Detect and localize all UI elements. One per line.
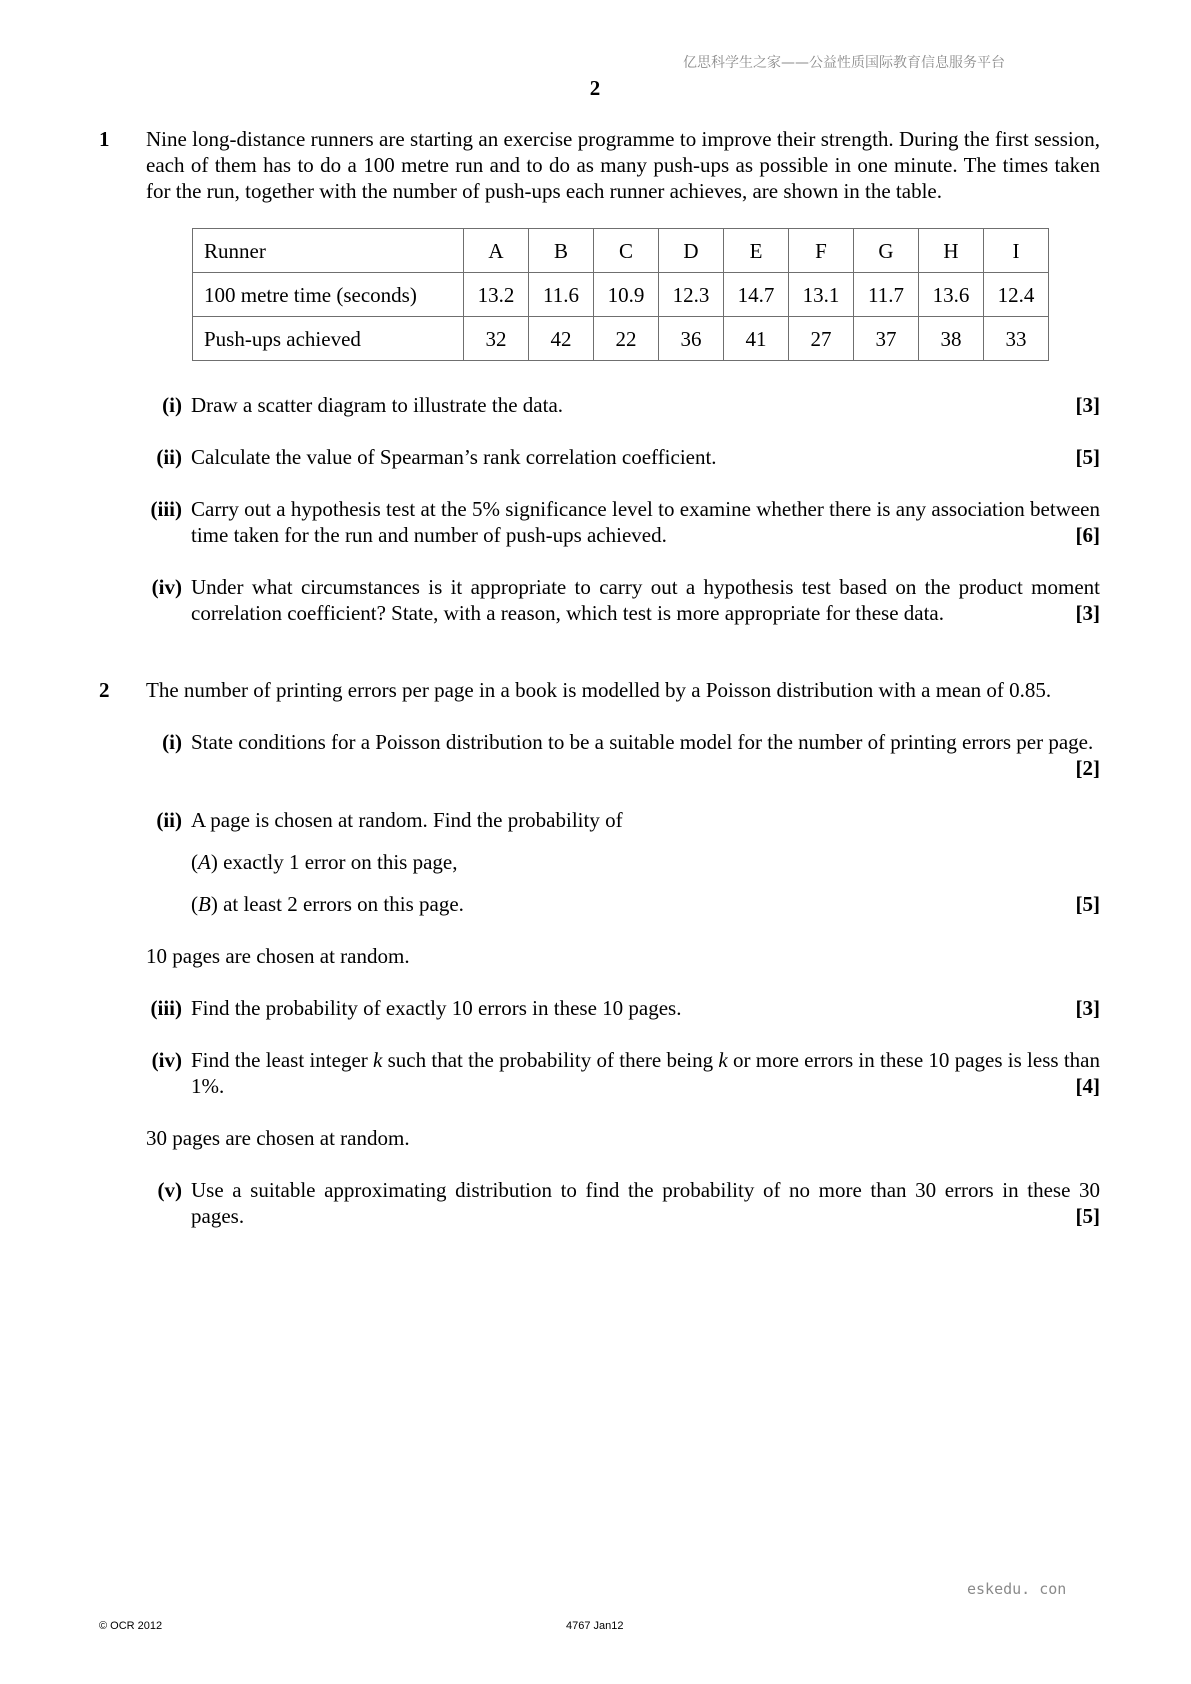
part-text: Calculate the value of Spearman’s rank correlation coefficient. [191, 445, 717, 469]
part-text: or more errors in these 10 pages is less than 1%. [191, 1048, 1100, 1098]
table-row [193, 317, 1049, 361]
subpart-text: ) at least 2 errors on this page. [210, 892, 464, 916]
time-cell: 13.2 [464, 273, 529, 317]
variable-k: k [718, 1048, 728, 1072]
paren-open: ( [191, 850, 198, 874]
q1-part-iv [134, 574, 1100, 626]
runner-cell: I [984, 229, 1049, 273]
part-text: Carry out a hypothesis test at the 5% significance level to examine whether there is any association between time taken for the run and number of push-ups achieved. [191, 497, 1100, 547]
part-label: (i) [162, 730, 182, 754]
q1-part-i [134, 392, 1100, 418]
part-text: Under what circumstances is it appropriate to carry out a hypothesis test based on the product moment correlation coefficient? State, with a reason, which test is more appropriate for these data. [191, 575, 1100, 625]
q1-part-ii [134, 444, 1100, 470]
subpart-text: ) exactly 1 error on this page, [210, 850, 458, 874]
marks-badge: [3] [1075, 996, 1100, 1020]
runner-cell: A [464, 229, 529, 273]
part-text: Find the probability of exactly 10 errors in these 10 pages. [191, 996, 682, 1020]
subpart-letter: B [198, 892, 211, 916]
time-cell: 14.7 [724, 273, 789, 317]
part-label: (ii) [156, 808, 182, 832]
pushups-cell: 42 [529, 317, 594, 361]
runner-cell: C [594, 229, 659, 273]
q2-part-iv [134, 1047, 1100, 1099]
time-cell: 12.3 [659, 273, 724, 317]
pushups-cell: 37 [854, 317, 919, 361]
part-text: A page is chosen at random. Find the probability of [191, 808, 623, 832]
part-text: Draw a scatter diagram to illustrate the data. [191, 393, 564, 417]
runner-data-table [192, 228, 1049, 361]
part-text: Find the least integer [191, 1048, 374, 1072]
footer-watermark: eskedu. con [967, 1580, 1067, 1598]
time-cell: 13.6 [919, 273, 984, 317]
part-text: State conditions for a Poisson distribution to be a suitable model for the number of printing errors per page. [191, 730, 1094, 754]
marks-badge: [6] [1075, 523, 1100, 547]
page-number: 2 [589, 76, 601, 100]
part-text: Use a suitable approximating distribution to find the probability of no more than 30 errors in these 30 pages. [191, 1178, 1100, 1228]
variable-k: k [373, 1048, 383, 1072]
time-cell: 11.6 [529, 273, 594, 317]
pushups-cell: 41 [724, 317, 789, 361]
marks-badge: [5] [1075, 445, 1100, 469]
question-1-number: 1 [99, 127, 110, 151]
marks-badge: [5] [1075, 892, 1100, 916]
part-label: (v) [157, 1178, 182, 1202]
q2-part-v [134, 1177, 1100, 1229]
question-2-number: 2 [99, 678, 110, 702]
part-label: (iv) [151, 575, 182, 599]
pushups-cell: 36 [659, 317, 724, 361]
question-2-intro: The number of printing errors per page in a book is modelled by a Poisson distribution with a mean of 0.85. [146, 678, 1052, 702]
header-watermark: 亿思科学生之家——公益性质国际教育信息服务平台 [683, 55, 1005, 71]
table-row [193, 273, 1049, 317]
marks-badge: [4] [1075, 1074, 1100, 1098]
runner-cell: H [919, 229, 984, 273]
row-label-time: 100 metre time (seconds) [193, 273, 464, 317]
part-label: (iii) [150, 497, 182, 521]
part-label: (iv) [151, 1048, 182, 1072]
row-label-pushups: Push-ups achieved [193, 317, 464, 361]
q1-part-iii [134, 496, 1100, 548]
time-cell: 11.7 [854, 273, 919, 317]
time-cell: 10.9 [594, 273, 659, 317]
q2-part-iii [134, 995, 1100, 1021]
part-text: such that the probability of there being [382, 1048, 719, 1072]
q2-part-i [134, 729, 1100, 781]
marks-badge: [2] [1075, 756, 1100, 780]
runner-cell: B [529, 229, 594, 273]
runner-cell: F [789, 229, 854, 273]
runner-cell: D [659, 229, 724, 273]
q2-part-ii [134, 807, 1100, 833]
paper-code: 4767 Jan12 [566, 1620, 624, 1632]
runner-cell: E [724, 229, 789, 273]
subpart-letter: A [198, 850, 211, 874]
pushups-cell: 27 [789, 317, 854, 361]
pushups-cell: 38 [919, 317, 984, 361]
q2-part-ii-a [134, 849, 1100, 875]
copyright-text: © OCR 2012 [99, 1620, 163, 1632]
marks-badge: [3] [1075, 601, 1100, 625]
question-1-intro: Nine long-distance runners are starting an exercise programme to improve their strength. During the first session, each of them has to do a 100 metre run and to do as many push-ups as possible in one minute. The times taken for the run, together with the number of push-ups each runner achieves, are shown in the table. [146, 127, 1100, 203]
ten-pages-text: 10 pages are chosen at random. [146, 944, 410, 968]
marks-badge: [5] [1075, 1204, 1100, 1228]
thirty-pages-text: 30 pages are chosen at random. [146, 1126, 410, 1150]
paren-open: ( [191, 892, 198, 916]
runner-cell: G [854, 229, 919, 273]
part-label: (ii) [156, 445, 182, 469]
table-row [193, 229, 1049, 273]
pushups-cell: 32 [464, 317, 529, 361]
time-cell: 13.1 [789, 273, 854, 317]
part-label: (iii) [150, 996, 182, 1020]
marks-badge: [3] [1075, 393, 1100, 417]
q2-part-ii-b [134, 891, 1100, 917]
pushups-cell: 22 [594, 317, 659, 361]
pushups-cell: 33 [984, 317, 1049, 361]
row-label-runner: Runner [193, 229, 464, 273]
time-cell: 12.4 [984, 273, 1049, 317]
part-label: (i) [162, 393, 182, 417]
